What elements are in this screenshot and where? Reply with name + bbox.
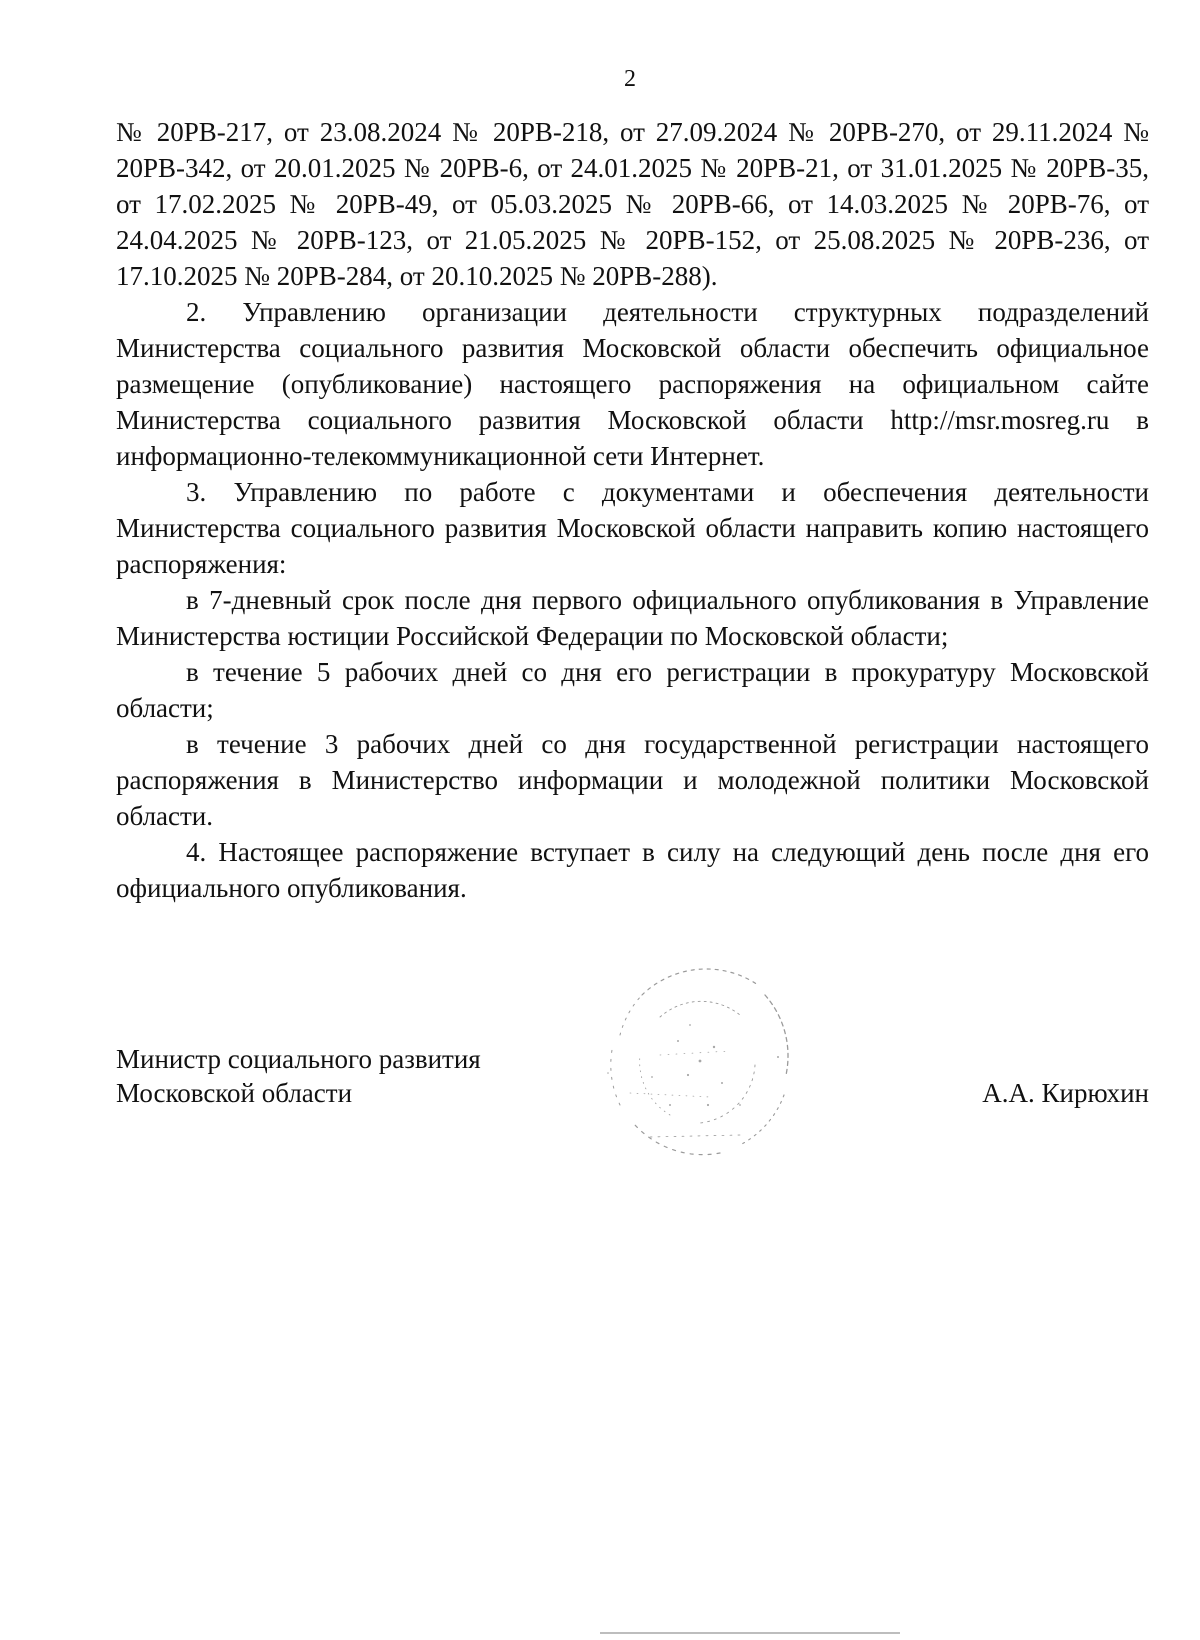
paragraph-subitem-prosecutor: в течение 5 рабочих дней со дня его регистрации в прокуратуру Московской области; bbox=[116, 657, 1149, 723]
signature-block bbox=[116, 1042, 1149, 1122]
paragraph-continuation: № 20РВ-217, от 23.08.2024 № 20РВ-218, от 27.09.2024 № 20РВ-270, от 29.11.2024 № 20РВ-342, от 20.01.2025 № 20РВ-6, от 24.01.2025 № 20РВ-21, от 31.01.2025 № 20РВ-35, от 17.02.2025 № 20РВ-49, от 05.03.2025 № 20РВ-66, от 14.03.2025 № 20РВ-76, от 24.04.2025 № 20РВ-123, от 21.05.2025 № 20РВ-152, от 25.08.2025 № 20РВ-236, от 17.10.2025 № 20РВ-284, от 20.10.2025 № 20РВ-288). bbox=[116, 117, 1149, 291]
paragraph-subitem-ministry-information: в течение 3 рабочих дней со дня государственной регистрации настоящего распоряжения в Министерство информации и молодежной политики Московской области. bbox=[116, 729, 1149, 831]
paragraph-item-3: 3. Управлению по работе с документами и обеспечения деятельности Министерства социального развития Московской области направить копию настоящего распоряжения: bbox=[116, 477, 1149, 579]
scan-edge-line bbox=[600, 1632, 900, 1634]
signer-title-line-1: Министр социального развития bbox=[116, 1044, 481, 1074]
signer-title bbox=[116, 1042, 481, 1110]
signer-name: А.А. Кирюхин bbox=[982, 1078, 1149, 1108]
paragraph-item-4: 4. Настоящее распоряжение вступает в силу на следующий день после дня его официального опубликования. bbox=[116, 837, 1149, 903]
signer-title-line-2: Московской области bbox=[116, 1078, 353, 1108]
page-number: 2 bbox=[624, 66, 636, 92]
paragraph-item-2: 2. Управлению организации деятельности структурных подразделений Министерства социального развития Московской области обеспечить официальное размещение (опубликование) настоящего распоряжения на официальном сайте Министерства социального развития Московской области http://msr.mosreg.ru в информационно-телекоммуникационной сети Интернет. bbox=[116, 297, 1149, 471]
document-body bbox=[116, 114, 1149, 906]
paragraph-subitem-justice: в 7-дневный срок после дня первого официального опубликования в Управление Министерства юстиции Российской Федерации по Московской области; bbox=[116, 585, 1149, 651]
